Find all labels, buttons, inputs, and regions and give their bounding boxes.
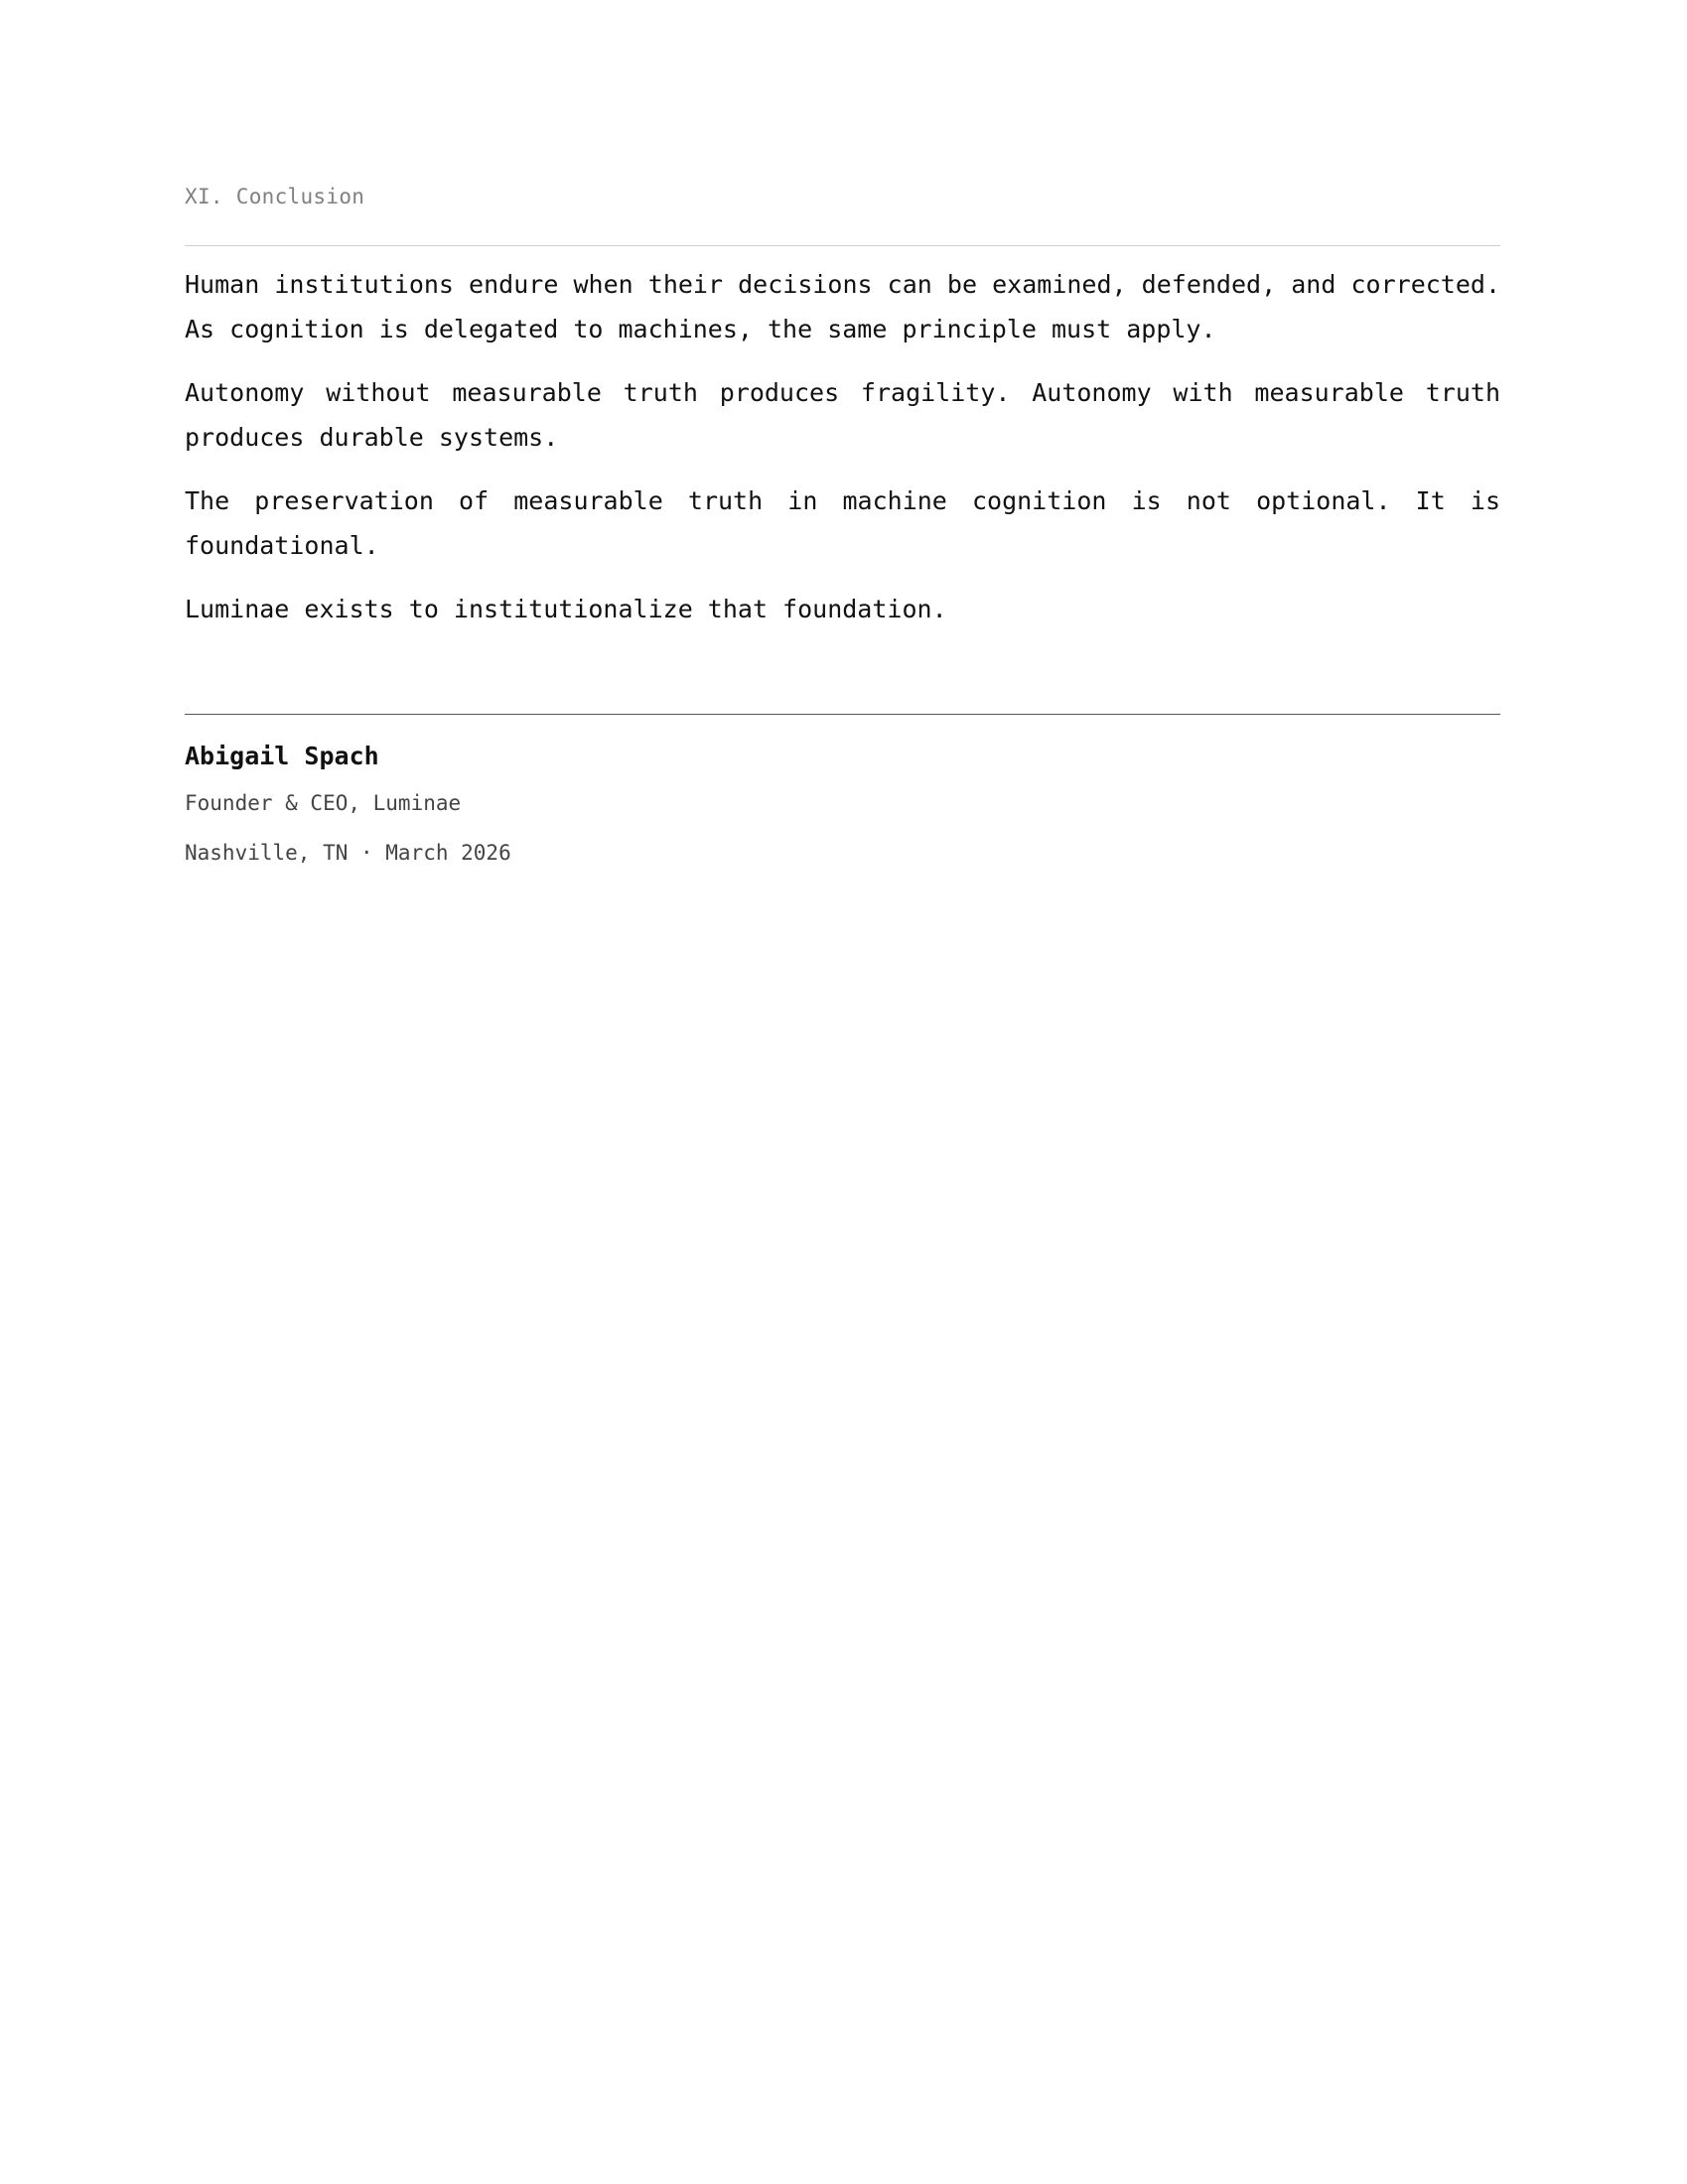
signature-location-date: Nashville, TN · March 2026 [185,841,511,865]
paragraph: Human institutions endure when their decisions can be examined, defended, and corrected. As cognition is delegated to machines, the same principle must apply. [185,270,1500,343]
signature-divider [185,714,1500,715]
section-divider [185,245,1500,246]
section-heading: XI. Conclusion [185,185,365,208]
conclusion-body [185,262,1500,650]
paragraph: Autonomy without measurable truth produces fragility. Autonomy with measurable truth produces durable systems. [185,378,1500,452]
paragraph: Luminae exists to institutionalize that foundation. [185,595,947,623]
signature-name: Abigail Spach [185,742,379,770]
paragraph: The preservation of measurable truth in machine cognition is not optional. It is foundational. [185,486,1500,560]
signature-title: Founder & CEO, Luminae [185,791,462,815]
